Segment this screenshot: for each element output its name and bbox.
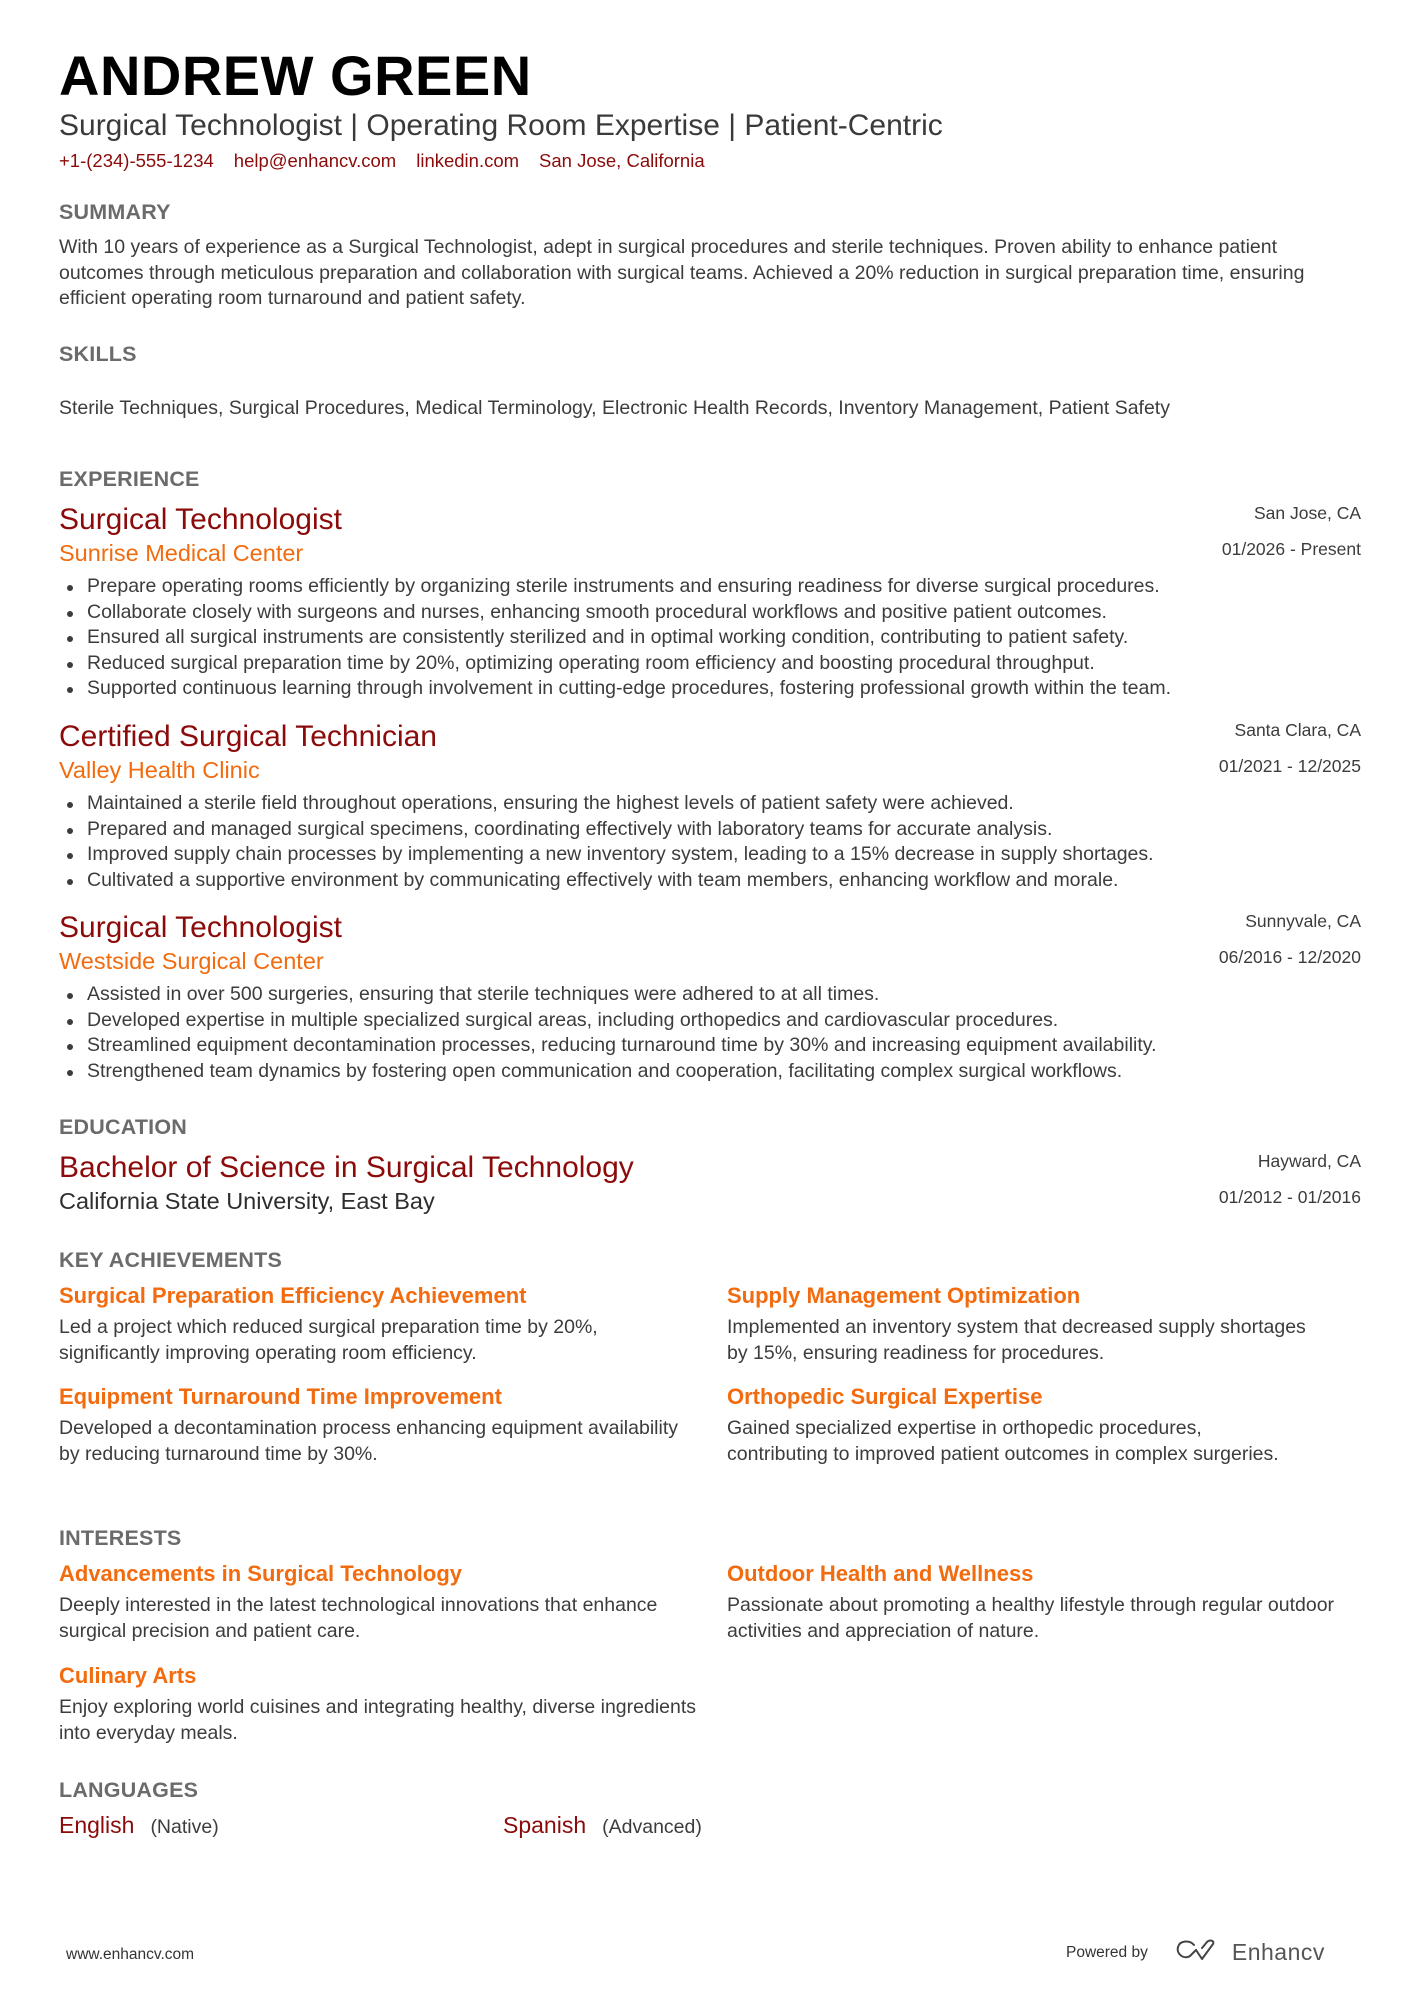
contact-location: San Jose, California — [539, 150, 705, 171]
footer-website-link[interactable]: www.enhancv.com — [66, 1946, 195, 1963]
section-heading-achievements: KEY ACHIEVEMENTS — [59, 1248, 283, 1272]
contact-email[interactable]: help@enhancv.com — [233, 150, 397, 171]
job-dates: 01/2021 - 12/2025 — [1218, 756, 1361, 776]
achievement-desc: Led a project which reduced surgical preparation time by 20%, significantly improving operating room efficiency. — [59, 1316, 598, 1364]
section-heading-education: EDUCATION — [59, 1115, 188, 1139]
job-company: Valley Health Clinic — [59, 757, 260, 783]
education-degree: Bachelor of Science in Surgical Technology — [59, 1151, 634, 1184]
education-entry — [59, 1150, 1361, 1216]
interest-item — [727, 1560, 1367, 1644]
job-bullet: Strengthened team dynamics by fostering open communication and cooperation, facilitating complex surgical workflows. — [59, 1059, 1361, 1085]
job-location: Santa Clara, CA — [1234, 720, 1361, 740]
achievement-desc: Gained specialized expertise in orthopedic procedures, contributing to improved patient outcomes in complex surgeries. — [727, 1417, 1279, 1465]
achievement-item — [727, 1282, 1367, 1366]
education-location: Hayward, CA — [1257, 1151, 1361, 1171]
job-title: Surgical Technologist — [59, 911, 342, 944]
job-bullet: Prepare operating rooms efficiently by organizing sterile instruments and ensuring readiness for diverse surgical procedures. — [59, 574, 1361, 600]
section-heading-languages: LANGUAGES — [59, 1778, 199, 1802]
job-bullet: Improved supply chain processes by implementing a new inventory system, leading to a 15% decrease in supply shortages. — [59, 842, 1361, 868]
interest-title: Advancements in Surgical Technology — [59, 1561, 463, 1586]
interest-desc: Passionate about promoting a healthy lifestyle through regular outdoor activities and appreciation of nature. — [727, 1594, 1335, 1642]
job-bullets — [59, 791, 1361, 893]
job-bullet: Supported continuous learning through involvement in cutting-edge procedures, fostering professional growth within the team. — [59, 676, 1361, 702]
education-dates: 01/2012 - 01/2016 — [1218, 1187, 1361, 1207]
enhancv-brand-name: Enhancv — [1231, 1939, 1325, 1965]
language-level: (Native) — [150, 1816, 219, 1838]
candidate-headline: Surgical Technologist | Operating Room Expertise | Patient-Centric — [59, 109, 943, 142]
section-heading-interests: INTERESTS — [59, 1526, 182, 1550]
achievement-item — [59, 1383, 699, 1467]
footer-branding — [1066, 1938, 1325, 1967]
job-bullets — [59, 982, 1361, 1084]
job-bullet: Ensured all surgical instruments are consistently sterilized and in optimal working condition, contributing to patient safety. — [59, 625, 1361, 651]
interest-desc: Enjoy exploring world cuisines and integrating healthy, diverse ingredients into everyday meals. — [59, 1696, 697, 1744]
job-location: Sunnyvale, CA — [1245, 911, 1361, 931]
education-school: California State University, East Bay — [59, 1188, 435, 1214]
powered-by-label: Powered by — [1066, 1943, 1148, 1961]
achievement-item — [727, 1383, 1367, 1467]
contact-phone[interactable]: +1-(234)-555-1234 — [59, 150, 214, 171]
achievement-desc: Developed a decontamination process enhancing equipment availability by reducing turnaround time by 30%. — [59, 1417, 678, 1465]
job-title: Certified Surgical Technician — [59, 720, 437, 753]
skills-text: Sterile Techniques, Surgical Procedures, Medical Terminology, Electronic Health Records, Inventory Management, Patient Safety — [59, 397, 1170, 419]
job-dates: 01/2026 - Present — [1221, 539, 1361, 559]
interest-title: Culinary Arts — [59, 1663, 197, 1688]
job-bullets — [59, 574, 1361, 702]
job-company: Westside Surgical Center — [59, 948, 324, 974]
achievement-title: Surgical Preparation Efficiency Achievement — [59, 1283, 527, 1308]
enhancv-logo-icon — [1174, 1938, 1220, 1967]
section-heading-summary: SUMMARY — [59, 200, 171, 224]
job-title: Surgical Technologist — [59, 503, 342, 536]
language-name: English — [59, 1812, 135, 1838]
job-bullet: Streamlined equipment decontamination processes, reducing turnaround time by 30% and increasing equipment availability. — [59, 1033, 1361, 1059]
job-bullet: Prepared and managed surgical specimens, coordinating effectively with laboratory teams for accurate analysis. — [59, 817, 1361, 843]
job-bullet: Assisted in over 500 surgeries, ensuring that sterile techniques were adhered to at all times. — [59, 982, 1361, 1008]
interest-item — [59, 1662, 699, 1746]
job-entry — [59, 719, 1361, 893]
job-bullet: Maintained a sterile field throughout operations, ensuring the highest levels of patient safety were achieved. — [59, 791, 1361, 817]
achievement-title: Orthopedic Surgical Expertise — [727, 1384, 1043, 1409]
section-heading-skills: SKILLS — [59, 342, 137, 366]
language-name: Spanish — [503, 1812, 587, 1838]
language-item — [59, 1812, 219, 1839]
job-entry — [59, 502, 1361, 702]
summary-text: With 10 years of experience as a Surgical Technologist, adept in surgical procedures and sterile techniques. Proven ability to enhance patient outcomes through meticulous preparation and collaboration with surgical teams. Achieved a 20% reduction in surgical preparation time, ensuring efficient operating room turnaround and patient safety. — [59, 236, 1305, 310]
job-dates: 06/2016 - 12/2020 — [1218, 947, 1361, 967]
candidate-name: ANDREW GREEN — [59, 44, 532, 107]
interest-title: Outdoor Health and Wellness — [727, 1561, 1034, 1586]
language-item — [503, 1812, 702, 1839]
enhancv-brand[interactable] — [1174, 1938, 1325, 1967]
job-bullet: Reduced surgical preparation time by 20%, optimizing operating room efficiency and boosting procedural throughput. — [59, 651, 1361, 677]
job-location: San Jose, CA — [1254, 503, 1361, 523]
achievement-title: Supply Management Optimization — [727, 1283, 1081, 1308]
job-company: Sunrise Medical Center — [59, 540, 304, 566]
interest-desc: Deeply interested in the latest technological innovations that enhance surgical precision and patient care. — [59, 1594, 658, 1642]
job-bullet: Collaborate closely with surgeons and nurses, enhancing smooth procedural workflows and positive patient outcomes. — [59, 600, 1361, 626]
job-bullet: Developed expertise in multiple specialized surgical areas, including orthopedics and cardiovascular procedures. — [59, 1008, 1361, 1034]
contact-linkedin[interactable]: linkedin.com — [416, 150, 520, 171]
job-bullet: Cultivated a supportive environment by communicating effectively with team members, enhancing workflow and morale. — [59, 868, 1361, 894]
language-level: (Advanced) — [602, 1816, 702, 1838]
interest-item — [59, 1560, 699, 1644]
job-entry — [59, 910, 1361, 1084]
achievement-item — [59, 1282, 699, 1366]
achievement-desc: Implemented an inventory system that decreased supply shortages by 15%, ensuring readiness for procedures. — [727, 1316, 1306, 1364]
achievement-title: Equipment Turnaround Time Improvement — [59, 1384, 502, 1409]
contact-row — [59, 149, 705, 173]
section-heading-experience: EXPERIENCE — [59, 467, 200, 491]
